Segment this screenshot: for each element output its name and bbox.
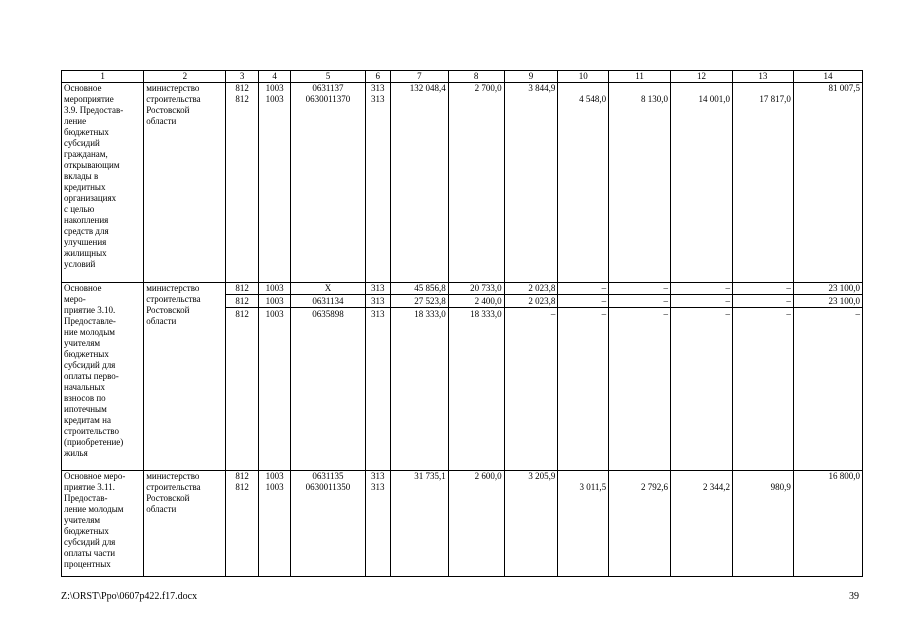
executor-cell: [144, 471, 226, 577]
value-cell-c3: [226, 283, 258, 471]
value-cell-c10: [558, 83, 609, 283]
value-cell-c7: [390, 283, 448, 471]
executor-cell: [144, 83, 226, 283]
header-cell: 13: [732, 71, 793, 83]
cell-value: –: [601, 309, 607, 319]
cell-value: [560, 471, 606, 482]
cell-value: [673, 83, 730, 94]
value-cell-c8: [448, 83, 504, 283]
cell-value: 2 600,0: [474, 471, 502, 481]
event-name-line: средств для: [64, 226, 109, 236]
event-name-line: бюджетных: [64, 526, 109, 536]
event-name-line: бюджетных: [64, 349, 109, 359]
cell-value: [673, 471, 730, 482]
header-cell: 12: [671, 71, 733, 83]
value-cell-c12: [671, 471, 733, 577]
event-name-line: Основное: [64, 283, 102, 293]
executor-line: Ростовской: [146, 493, 190, 503]
header-cell: 1: [62, 71, 144, 83]
cell-value: 1003: [265, 283, 284, 293]
cell-value: 0631134: [312, 296, 344, 306]
event-name-line: ипотечным: [64, 404, 107, 414]
value-cell-c3: [226, 83, 258, 283]
header-cell: 3: [226, 71, 258, 83]
header-row: [62, 71, 863, 83]
cell-value: 812: [235, 482, 249, 492]
cell-value: 4 548,0: [579, 94, 607, 104]
cell-value: –: [855, 309, 860, 319]
cell-value: 812: [235, 471, 249, 481]
value-cell-c8: [448, 471, 504, 577]
value-cell-c9: [504, 283, 558, 471]
cell-value: [796, 94, 860, 105]
value-cell-c13: [732, 283, 793, 471]
event-name-cell: [62, 83, 144, 283]
event-name-line: ление: [64, 116, 87, 126]
cell-value: 313: [370, 471, 385, 481]
event-name-line: учителям: [64, 338, 101, 348]
cell-value: 3 205,9: [528, 471, 556, 481]
cell-value: 812: [235, 83, 249, 93]
table-row: [62, 471, 863, 577]
executor-line: Ростовской: [146, 105, 190, 115]
executor-line: строительства: [146, 294, 201, 304]
executor-line: строительства: [146, 94, 201, 104]
header-cell: 5: [291, 71, 365, 83]
value-cell-c10: [558, 283, 609, 471]
event-name-line: меро-: [64, 294, 86, 304]
executor-line: министерство: [146, 471, 200, 481]
cell-value: 313: [370, 83, 385, 93]
value-cell-c14: [793, 471, 862, 577]
cell-value: 2 023,8: [528, 283, 556, 293]
value-cell-c5: [291, 471, 365, 577]
executor-line: строительства: [146, 482, 201, 492]
header-cell: 2: [144, 71, 226, 83]
cell-value: [735, 471, 791, 482]
cell-value: 0631135: [312, 471, 344, 481]
value-cell-c13: [732, 83, 793, 283]
event-name-line: открывающим: [64, 160, 120, 170]
event-name-line: оплаты перво-: [64, 371, 119, 381]
cell-value: 812: [235, 94, 249, 104]
cell-value: –: [725, 296, 730, 306]
event-name-line: взносов по: [64, 393, 106, 403]
cell-value: 313: [370, 283, 385, 293]
event-name-line: субсидий для: [64, 537, 116, 547]
event-name-line: приятие 3.10.: [64, 305, 116, 315]
cell-value: 17 817,0: [759, 94, 791, 104]
event-name-line: вклады в: [64, 171, 99, 181]
cell-value: 23 100,0: [828, 296, 860, 306]
cell-value: [735, 83, 791, 94]
header-cell: 11: [609, 71, 671, 83]
cell-value: 313: [370, 482, 385, 492]
event-name-line: гражданам,: [64, 149, 108, 159]
cell-value: 2 023,8: [528, 296, 556, 306]
value-cell-c11: [609, 83, 671, 283]
value-cell-c3: [226, 471, 258, 577]
event-name-line: ление молодым: [64, 504, 124, 514]
cell-value: 1003: [265, 471, 284, 481]
executor-line: области: [146, 316, 177, 326]
cell-value: –: [786, 296, 791, 306]
executor-line: министерство: [146, 283, 200, 293]
cell-value: 0630011350: [305, 482, 351, 492]
event-name-cell: [62, 283, 144, 471]
value-cell-c4: [258, 283, 290, 471]
cell-value: –: [725, 309, 730, 319]
cell-value: 3 011,5: [579, 482, 607, 492]
cell-value: 0631137: [312, 83, 344, 93]
cell-value: 8 130,0: [641, 94, 669, 104]
event-name-line: субсидий для: [64, 360, 116, 370]
value-cell-c14: [793, 283, 862, 471]
cell-value: 1003: [265, 83, 284, 93]
cell-value: [451, 94, 502, 105]
event-name-line: Основное: [64, 83, 102, 93]
cell-value: 18 333,0: [414, 309, 446, 319]
cell-value: –: [663, 283, 669, 293]
value-cell-c7: [390, 83, 448, 283]
cell-value: [393, 482, 446, 493]
executor-cell: [144, 283, 226, 471]
cell-value: –: [786, 283, 791, 293]
event-name-line: Предостав-: [64, 493, 108, 503]
event-name-cell: [62, 471, 144, 577]
value-cell-c6: [365, 283, 390, 471]
cell-value: 132 048,4: [409, 83, 446, 93]
event-name-line: с целью: [64, 204, 95, 214]
header-cell: 6: [365, 71, 390, 83]
cell-value: 313: [370, 94, 385, 104]
value-cell-c4: [258, 83, 290, 283]
cell-value: 3 844,9: [528, 83, 556, 93]
event-name-line: Основное меро-: [64, 471, 126, 481]
table-row: [62, 283, 863, 471]
value-cell-c5: [291, 83, 365, 283]
event-name-line: кредитам на: [64, 415, 111, 425]
cell-value: [507, 94, 556, 105]
cell-value: –: [663, 309, 669, 319]
cell-value: 812: [235, 296, 249, 306]
value-cell-c12: [671, 283, 733, 471]
cell-value: 0630011370: [305, 94, 351, 104]
cell-value: –: [663, 296, 669, 306]
cell-value: 2 400,0: [474, 296, 502, 306]
event-name-line: улучшения: [64, 237, 107, 247]
cell-value: –: [725, 283, 730, 293]
cell-value: 18 333,0: [470, 309, 502, 319]
cell-value: 31 735,1: [414, 471, 446, 481]
value-cell-c9: [504, 471, 558, 577]
event-name-line: ние молодым: [64, 327, 116, 337]
value-cell-c13: [732, 471, 793, 577]
cell-value: 20 733,0: [470, 283, 502, 293]
value-cell-c6: [365, 83, 390, 283]
cell-value: 2 344,2: [702, 482, 730, 492]
header-cell: 8: [448, 71, 504, 83]
cell-value: 313: [370, 309, 385, 319]
cell-value: 2 792,6: [641, 482, 669, 492]
event-name-line: (приобретение): [64, 437, 124, 447]
event-name-line: оплаты части: [64, 548, 116, 558]
cell-value: 1003: [265, 482, 284, 492]
cell-value: Х: [324, 283, 332, 293]
header-cell: 9: [504, 71, 558, 83]
cell-value: [451, 482, 502, 493]
value-cell-c8: [448, 283, 504, 471]
executor-line: Ростовской: [146, 305, 190, 315]
cell-value: [611, 83, 668, 94]
cell-value: 14 001,0: [698, 94, 730, 104]
cell-value: [393, 94, 446, 105]
event-name-line: бюджетных: [64, 127, 109, 137]
executor-line: области: [146, 116, 177, 126]
value-cell-c4: [258, 471, 290, 577]
cell-value: 0635898: [312, 309, 344, 319]
event-name-line: учителям: [64, 515, 101, 525]
value-cell-c7: [390, 471, 448, 577]
cell-value: 313: [370, 296, 385, 306]
header-cell: 4: [258, 71, 290, 83]
cell-value: –: [601, 296, 607, 306]
value-cell-c9: [504, 83, 558, 283]
event-name-line: мероприятие: [64, 94, 114, 104]
table-row: [62, 83, 863, 283]
event-name-line: начальных: [64, 382, 106, 392]
file-path: Z:\ORST\Ppo\0607p422.f17.docx: [61, 591, 198, 602]
event-name-line: Предоставле-: [64, 316, 116, 326]
cell-value: 1003: [265, 309, 284, 319]
value-cell-c11: [609, 471, 671, 577]
value-cell-c14: [793, 83, 862, 283]
event-name-line: строительство: [64, 426, 119, 436]
cell-value: 45 856,8: [414, 283, 446, 293]
executor-line: области: [146, 504, 177, 514]
event-name-line: приятие 3.11.: [64, 482, 115, 492]
cell-value: [796, 482, 860, 493]
cell-value: 1003: [265, 94, 284, 104]
cell-value: 980,9: [770, 482, 791, 492]
cell-value: 812: [235, 283, 249, 293]
budget-table: [61, 70, 863, 577]
cell-value: [611, 471, 668, 482]
cell-value: 2 700,0: [474, 83, 502, 93]
value-cell-c5: [291, 283, 365, 471]
header-cell: 7: [390, 71, 448, 83]
page-number: 39: [849, 591, 859, 602]
event-name-line: кредитных: [64, 182, 106, 192]
event-name-line: 3.9. Предостав-: [64, 105, 124, 115]
cell-value: 23 100,0: [828, 283, 860, 293]
header-cell: 14: [793, 71, 862, 83]
value-cell-c11: [609, 283, 671, 471]
value-cell-c6: [365, 471, 390, 577]
cell-value: –: [601, 283, 607, 293]
cell-value: 81 007,5: [828, 83, 860, 93]
header-cell: 10: [558, 71, 609, 83]
executor-line: министерство: [146, 83, 200, 93]
event-name-line: процентных: [64, 559, 111, 569]
event-name-line: организациях: [64, 193, 117, 203]
cell-value: 16 800,0: [828, 471, 860, 481]
event-name-line: жилья: [64, 448, 88, 458]
event-name-line: условий: [64, 259, 96, 269]
cell-value: 1003: [265, 296, 284, 306]
cell-value: –: [786, 309, 791, 319]
value-cell-c12: [671, 83, 733, 283]
event-name-line: субсидий: [64, 138, 100, 148]
cell-value: [507, 482, 556, 493]
cell-value: [560, 83, 606, 94]
value-cell-c10: [558, 471, 609, 577]
event-name-line: накопления: [64, 215, 109, 225]
cell-value: 27 523,8: [414, 296, 446, 306]
event-name-line: жилищных: [64, 248, 107, 258]
cell-value: 812: [235, 309, 249, 319]
cell-value: –: [550, 309, 556, 319]
